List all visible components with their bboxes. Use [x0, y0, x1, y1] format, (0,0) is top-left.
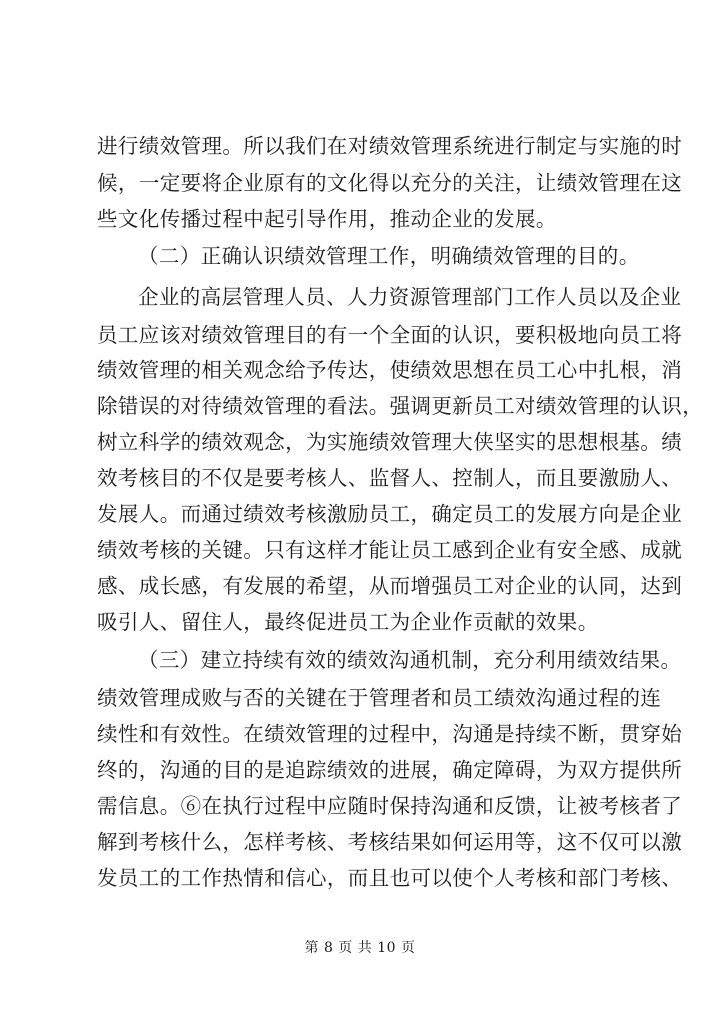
section-heading-3: （三）建立持续有效的绩效沟通机制，充分利用绩效结果。 [138, 648, 682, 672]
text-line-9: 树立科学的绩效观念，为实施绩效管理大侠坚实的思想根基。绩 [97, 430, 683, 454]
page-number-footer: 第 8 页 共 10 页 [304, 940, 416, 956]
text-line-16: 绩效管理成败与否的关键在于管理者和员工绩效沟通过程的连 [97, 686, 662, 710]
text-line-6: 员工应该对绩效管理目的有一个全面的认识，要积极地向员工将 [97, 323, 683, 347]
text-line-5: 企业的高层管理人员、人力资源管理部门工作人员以及企业 [138, 285, 682, 309]
text-line-1: 进行绩效管理。所以我们在对绩效管理系统进行制定与实施的时 [97, 134, 683, 158]
text-line-13: 感、成长感，有发展的希望，从而增强员工对企业的认同，达到 [97, 574, 683, 598]
text-line-18: 终的，沟通的目的是追踪绩效的进展，确定障碍，为双方提供所 [97, 758, 683, 782]
text-line-17: 续性和有效性。在绩效管理的过程中，沟通是持续不断，贯穿始 [97, 722, 683, 746]
section-heading-2: （二）正确认识绩效管理工作，明确绩效管理的目的。 [138, 244, 640, 268]
text-line-19: 需信息。⑥在执行过程中应随时保持沟通和反馈，让被考核者了 [97, 794, 683, 818]
text-line-3: 些文化传播过程中起引导作用，推动企业的发展。 [97, 207, 557, 231]
text-line-10: 效考核目的不仅是要考核人、监督人、控制人，而且要激励人、 [97, 466, 683, 490]
text-line-12: 绩效考核的关键。只有这样才能让员工感到企业有安全感、成就 [97, 538, 683, 562]
text-line-20: 解到考核什么，怎样考核、考核结果如何运用等，这不仅可以激 [97, 830, 683, 854]
text-line-21: 发员工的工作热情和信心，而且也可以使个人考核和部门考核、 [97, 866, 683, 890]
text-line-8: 除错误的对待绩效管理的看法。强调更新员工对绩效管理的认识， [97, 394, 704, 418]
text-line-11: 发展人。而通过绩效考核激励员工，确定员工的发展方向是企业 [97, 502, 683, 526]
text-line-2: 候，一定要将企业原有的文化得以充分的关注，让绩效管理在这 [97, 171, 683, 195]
text-line-7: 绩效管理的相关观念给予传达，使绩效思想在员工心中扎根，消 [97, 358, 683, 382]
text-line-14: 吸引人、留住人，最终促进员工为企业作贡献的效果。 [97, 610, 599, 634]
